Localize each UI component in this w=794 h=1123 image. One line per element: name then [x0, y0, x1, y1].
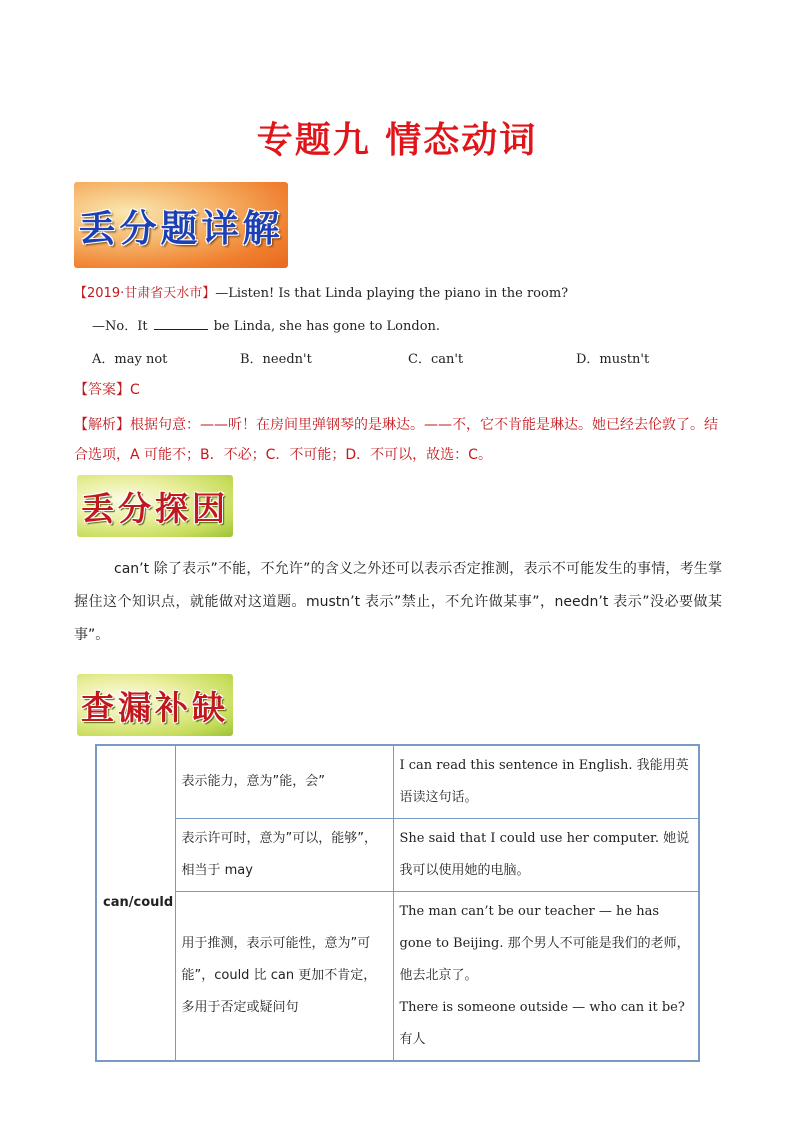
- analysis-text: 根据句意：——听！在房间里弹钢琴的是琳达。——不，它不肯能是琳达。她已经去伦敦了。结合选项，A 可能不；B．不必；C．不可能；D．不可以，故选：C。: [74, 417, 718, 463]
- page-title: 专题九 情态动词: [256, 120, 538, 161]
- option-b: B．needn't: [240, 352, 312, 367]
- example-cell: [393, 892, 699, 1062]
- question-line-2: [92, 315, 440, 334]
- modal-cell: can/could: [96, 745, 175, 1061]
- example-cell: She said that I could use her computer. 她说我可以使用她的电脑。: [393, 819, 699, 892]
- option-c: C．can't: [408, 352, 464, 367]
- answer-value: C: [130, 382, 140, 398]
- analysis: [74, 410, 722, 470]
- table-row: [96, 819, 699, 892]
- table-row: [96, 745, 699, 819]
- question-line-1: [74, 282, 568, 301]
- example-text-continued: There is someone outside — who can it be? 有人: [399, 1000, 685, 1047]
- banner-error-detail: 丢分题详解: [74, 182, 288, 268]
- grammar-table: [95, 744, 700, 1062]
- question-text-2a: —No．It: [92, 319, 148, 334]
- question-text-1: —Listen! Is that Linda playing the piano in the room?: [215, 286, 569, 301]
- usage-cell: 表示许可时，意为”可以，能够”，相当于 may: [175, 819, 393, 892]
- usage-cell: 用于推测，表示可能性，意为”可能”，could 比 can 更加不肯定，多用于否定或疑问句: [175, 892, 393, 1062]
- usage-cell: 表示能力，意为”能，会”: [175, 745, 393, 819]
- analysis-label: 【解析】: [74, 417, 130, 433]
- example-text: The man can’t be our teacher — he has gone to Beijing. 那个男人不可能是我们的老师，他去北京了。: [399, 904, 690, 983]
- example-cell: I can read this sentence in English. 我能用英语读这句话。: [393, 745, 699, 819]
- question-text-2b: be Linda, she has gone to London.: [213, 319, 441, 334]
- answer-line: [74, 379, 140, 399]
- banner-error-cause: 丢分探因: [77, 475, 233, 537]
- answer-label: 【答案】: [74, 382, 130, 398]
- question-source: 【2019·甘肃省天水市】: [74, 286, 216, 301]
- table-row: [96, 892, 699, 1062]
- banner-fill-gaps: 查漏补缺: [77, 674, 233, 736]
- cause-paragraph: can’t 除了表示”不能，不允许”的含义之外还可以表示否定推测，表示不可能发生的事情，考生掌握住这个知识点，就能做对这道题。mustn’t 表示”禁止，不允许做某事”，needn’t 表示”没必要做某事”。: [74, 561, 722, 643]
- option-a: A．may not: [92, 352, 168, 367]
- answer-blank: [154, 317, 208, 330]
- option-d: D．mustn't: [576, 352, 650, 367]
